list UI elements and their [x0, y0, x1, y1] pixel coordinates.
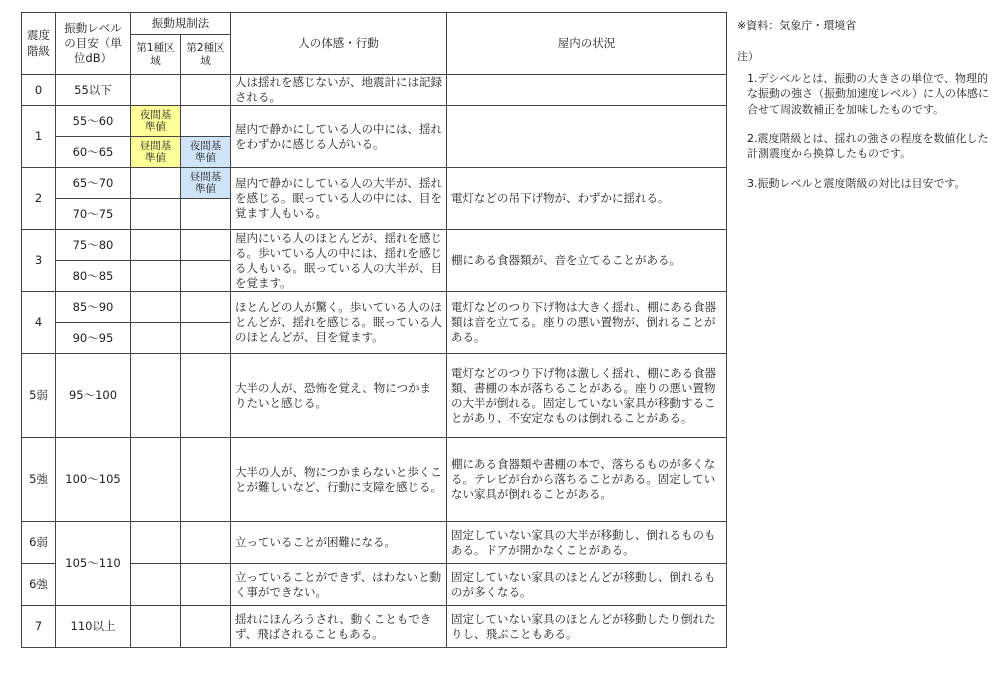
db-3a: 75〜80 — [56, 230, 131, 261]
zone1-day-badge: 昼間基準値 — [131, 137, 181, 168]
indoor-1 — [447, 106, 727, 168]
shindo-6-weak: 6弱 — [22, 522, 56, 564]
db-6: 105〜110 — [56, 522, 131, 606]
db-0: 55以下 — [56, 75, 131, 106]
header-indoor: 屋内の状況 — [447, 13, 727, 75]
indoor-5-weak: 電灯などのつり下げ物は激しく揺れ、棚にある食器類、書棚の本が落ちることがある。座りの悪い置物の大半が倒れる。固定していない家具が移動することがあり、不安定なものは倒れることがある。 — [447, 354, 727, 438]
zone1-cell — [131, 522, 181, 564]
db-3b: 80〜85 — [56, 261, 131, 292]
zone1-night-badge: 夜間基準値 — [131, 106, 181, 137]
header-shindo: 震度階級 — [22, 13, 56, 75]
indoor-7: 固定していない家具のほとんどが移動したり倒れたりし、飛ぶこともある。 — [447, 606, 727, 648]
indoor-5-strong: 棚にある食器類や書棚の本で、落ちるものが多くなる。テレビが台から落ちることがある。固定していない家具が倒れることがある。 — [447, 438, 727, 522]
zone2-day-badge: 昼間基準値 — [181, 168, 231, 199]
human-4: ほとんどの人が驚く。歩いている人のほとんどが、揺れを感じる。眠っている人のほとんどが、目を覚ます。 — [231, 292, 447, 354]
zone2-cell — [181, 230, 231, 261]
shindo-vibration-table — [21, 12, 727, 648]
header-zone2: 第2種区域 — [181, 35, 231, 75]
zone1-cell — [131, 292, 181, 323]
human-7: 揺れにほんろうされ、動くこともできず、飛ばされることもある。 — [231, 606, 447, 648]
indoor-6-weak: 固定していない家具の大半が移動し、倒れるものもある。ドアが開かなくことがある。 — [447, 522, 727, 564]
shindo-4: 4 — [22, 292, 56, 354]
header-regulation: 振動規制法 — [131, 13, 231, 35]
zone1-cell — [131, 606, 181, 648]
note-3: 3.振動レベルと震度階級の対比は目安です。 — [747, 176, 966, 190]
shindo-5-strong: 5強 — [22, 438, 56, 522]
db-7: 110以上 — [56, 606, 131, 648]
human-5-strong: 大半の人が、物につかまらないと歩くことが難しいなど、行動に支障を感じる。 — [231, 438, 447, 522]
zone2-cell — [181, 564, 231, 606]
zone2-cell — [181, 292, 231, 323]
source-note: ※資料：気象庁・環境省 — [737, 19, 857, 32]
zone1-cell — [131, 323, 181, 354]
zone1-cell — [131, 168, 181, 199]
zone2-night-badge: 夜間基準値 — [181, 137, 231, 168]
zone1-cell — [131, 438, 181, 522]
zone1-cell — [131, 564, 181, 606]
indoor-4: 電灯などのつり下げ物は大きく揺れ、棚にある食器類は音を立てる。座りの悪い置物が、倒れることがある。 — [447, 292, 727, 354]
zone2-cell — [181, 106, 231, 137]
human-5-weak: 大半の人が、恐怖を覚え、物につかまりたいと感じる。 — [231, 354, 447, 438]
human-1: 屋内で静かにしている人の中には、揺れをわずかに感じる人がいる。 — [231, 106, 447, 168]
notes-label: 注） — [737, 50, 759, 64]
db-4b: 90〜95 — [56, 323, 131, 354]
human-6-strong: 立っていることができず、はわないと動く事ができない。 — [231, 564, 447, 606]
zone1-cell — [131, 199, 181, 230]
note-1: 1.デシベルとは、振動の大きさの単位で、物理的な振動の強さ（振動加速度レベル）に人の体感に合せて周波数補正を加味したものです。 — [747, 71, 989, 116]
db-1b: 60〜65 — [56, 137, 131, 168]
human-2: 屋内で静かにしている人の大半が、揺れを感じる。眠っている人の中には、目を覚ます人もいる。 — [231, 168, 447, 230]
zone1-cell — [131, 75, 181, 106]
human-0: 人は揺れを感じないが、地震計には記録される。 — [231, 75, 447, 106]
shindo-0: 0 — [22, 75, 56, 106]
db-5-strong: 100〜105 — [56, 438, 131, 522]
zone1-cell — [131, 354, 181, 438]
shindo-2: 2 — [22, 168, 56, 230]
zone2-cell — [181, 606, 231, 648]
zone2-cell — [181, 261, 231, 292]
human-3: 屋内にいる人のほとんどが、揺れを感じる。歩いている人の中には、揺れを感じる人もいる。眠っている人の大半が、目を覚ます。 — [231, 230, 447, 292]
header-db-level: 振動レベルの目安（単位dB） — [56, 13, 131, 75]
zone1-cell — [131, 230, 181, 261]
db-4a: 85〜90 — [56, 292, 131, 323]
note-2: 2.震度階級とは、揺れの強さの程度を数値化した計測震度から換算したものです。 — [747, 131, 989, 161]
indoor-0 — [447, 75, 727, 106]
zone2-cell — [181, 354, 231, 438]
shindo-7: 7 — [22, 606, 56, 648]
indoor-2: 電灯などの吊下げ物が、わずかに揺れる。 — [447, 168, 727, 230]
zone2-cell — [181, 323, 231, 354]
db-1a: 55〜60 — [56, 106, 131, 137]
indoor-6-strong: 固定していない家具のほとんどが移動し、倒れるものが多くなる。 — [447, 564, 727, 606]
db-2a: 65〜70 — [56, 168, 131, 199]
shindo-5-weak: 5弱 — [22, 354, 56, 438]
shindo-1: 1 — [22, 106, 56, 168]
notes-panel — [737, 18, 992, 191]
zone1-cell — [131, 261, 181, 292]
zone2-cell — [181, 522, 231, 564]
shindo-6-strong: 6強 — [22, 564, 56, 606]
zone2-cell — [181, 199, 231, 230]
zone2-cell — [181, 438, 231, 522]
header-human: 人の体感・行動 — [231, 13, 447, 75]
db-5-weak: 95〜100 — [56, 354, 131, 438]
shindo-3: 3 — [22, 230, 56, 292]
indoor-3: 棚にある食器類が、音を立てることがある。 — [447, 230, 727, 292]
db-2b: 70〜75 — [56, 199, 131, 230]
header-zone1: 第1種区域 — [131, 35, 181, 75]
zone2-cell — [181, 75, 231, 106]
human-6-weak: 立っていることが困難になる。 — [231, 522, 447, 564]
